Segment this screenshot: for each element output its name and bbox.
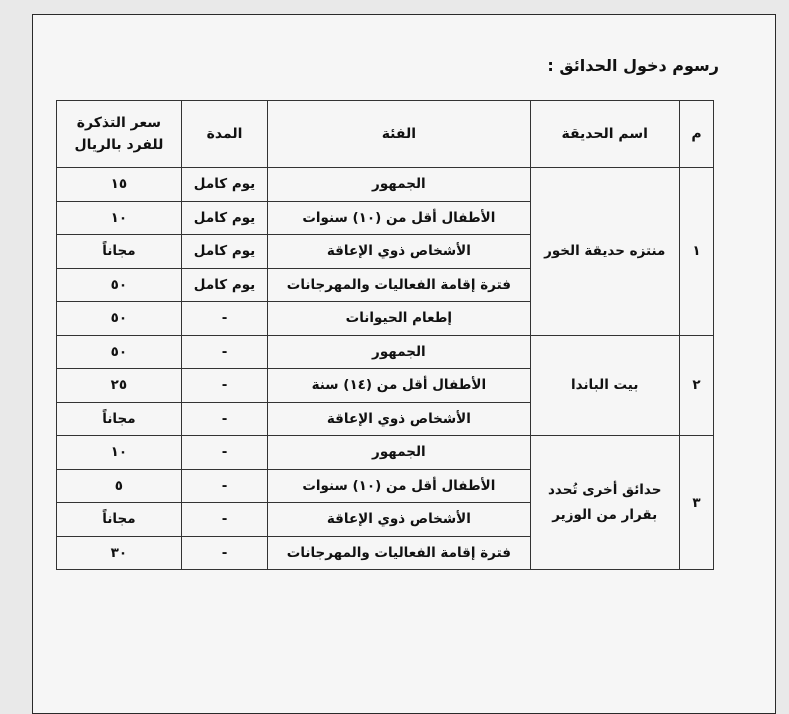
category-cell: الجمهور — [268, 436, 530, 470]
price-cell: مجاناً — [57, 402, 182, 436]
header-price-line2: للفرد بالريال — [74, 137, 164, 153]
park-name-line1: حدائق أخرى تُحدد — [547, 482, 662, 499]
category-cell: الجمهور — [268, 335, 530, 369]
price-cell: ٥٠ — [57, 335, 182, 369]
price-cell: ١٥ — [57, 168, 182, 202]
park-name-line2: بقرار من الوزير — [552, 506, 658, 523]
category-cell: الأطفال أقل من (١٠) سنوات — [268, 201, 530, 235]
duration-cell: - — [181, 469, 267, 503]
header-category: الفئة — [268, 101, 530, 168]
category-cell: الأشخاص ذوي الإعاقة — [268, 503, 530, 537]
header-duration: المدة — [181, 101, 267, 168]
park-name — [530, 436, 679, 570]
table-row — [57, 335, 714, 369]
category-cell: فترة إقامة الفعاليات والمهرجانات — [268, 536, 530, 570]
park-number: ٣ — [679, 436, 713, 570]
category-cell: فترة إقامة الفعاليات والمهرجانات — [268, 268, 530, 302]
duration-cell: يوم كامل — [181, 235, 267, 269]
price-cell: ٥ — [57, 469, 182, 503]
table-row — [57, 436, 714, 470]
duration-cell: - — [181, 503, 267, 537]
price-cell: ٥٠ — [57, 268, 182, 302]
duration-cell: - — [181, 436, 267, 470]
category-cell: الأطفال أقل من (١٤) سنة — [268, 369, 530, 403]
category-cell: إطعام الحيوانات — [268, 302, 530, 336]
park-number: ١ — [679, 168, 713, 336]
category-cell: الجمهور — [268, 168, 530, 202]
header-park-name: اسم الحديقة — [530, 101, 679, 168]
park-number: ٢ — [679, 335, 713, 436]
duration-cell: - — [181, 335, 267, 369]
price-cell: ٣٠ — [57, 536, 182, 570]
header-price-line1: سعر التذكرة — [76, 114, 162, 131]
header-row — [57, 101, 714, 168]
park-name: منتزه حديقة الخور — [530, 168, 679, 336]
header-num: م — [679, 101, 713, 168]
fees-table — [56, 100, 714, 570]
price-cell: ٢٥ — [57, 369, 182, 403]
duration-cell: يوم كامل — [181, 268, 267, 302]
table-row — [57, 168, 714, 202]
duration-cell: - — [181, 302, 267, 336]
duration-cell: - — [181, 402, 267, 436]
price-cell: ١٠ — [57, 201, 182, 235]
section-heading: رسوم دخول الحدائق : — [547, 56, 719, 75]
header-price — [57, 101, 182, 168]
duration-cell: يوم كامل — [181, 201, 267, 235]
price-cell: ٥٠ — [57, 302, 182, 336]
category-cell: الأشخاص ذوي الإعاقة — [268, 235, 530, 269]
category-cell: الأشخاص ذوي الإعاقة — [268, 402, 530, 436]
duration-cell: - — [181, 369, 267, 403]
duration-cell: يوم كامل — [181, 168, 267, 202]
price-cell: ١٠ — [57, 436, 182, 470]
category-cell: الأطفال أقل من (١٠) سنوات — [268, 469, 530, 503]
price-cell: مجاناً — [57, 235, 182, 269]
park-name: بيت الباندا — [530, 335, 679, 436]
duration-cell: - — [181, 536, 267, 570]
price-cell: مجاناً — [57, 503, 182, 537]
